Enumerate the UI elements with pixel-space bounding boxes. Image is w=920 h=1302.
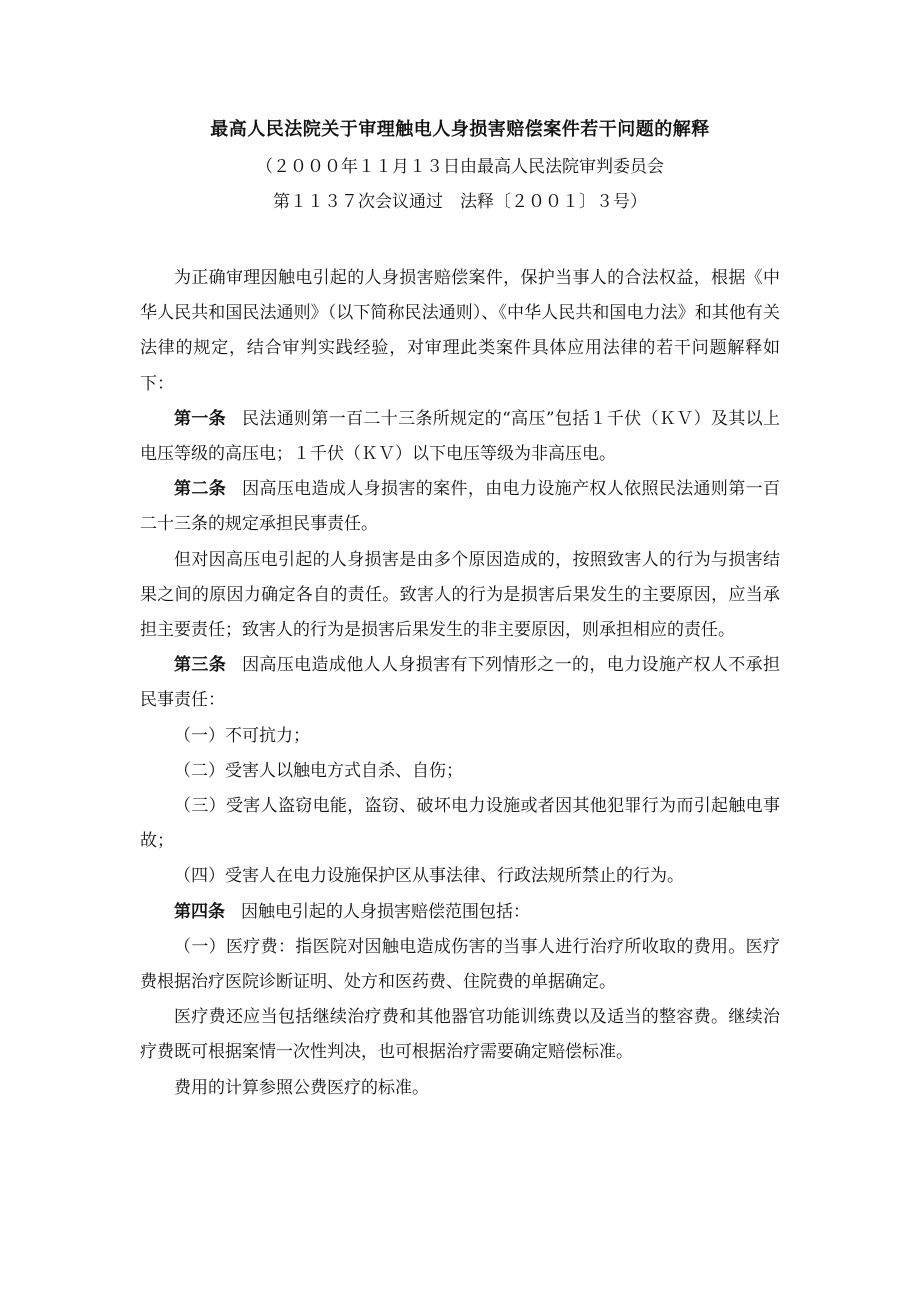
document-subtitle-line1: （２０００年１１月１３日由最高人民法院审判委员会 [256,157,664,177]
paragraph-item: （一）不可抗力； [174,725,310,746]
paragraph-article-3: 第三条 因高压电造成他人人身损害有下列情形之一的，电力设施产权人不承担民事责任： [140,655,781,711]
paragraph-article-1: 第一条 民法通则第一百二十三条所规定的“高压”包括１千伏（ＫＶ）及其以上电压等级的高压电；１千伏（ＫＶ）以下电压等级为非高压电。 [140,408,780,465]
paragraph-article-4: 第四条 因触电引起的人身损害赔偿范围包括： [174,901,530,922]
paragraph-article-2-cont: 但对因高压电引起的人身损害是由多个原因造成的，按照致害人的行为与损害结果之间的原因力确定各自的责任。致害人的行为是损害后果发生的主要原因，应当承担主要责任；致害人的行为是损害后果发生的非主要原因，则承担相应的责任。 [140,549,780,641]
paragraph-item-cont: 费用的计算参照公费医疗的标准。 [174,1077,429,1098]
paragraph-article-2: 第二条 因高压电造成人身损害的案件，由电力设施产权人依照民法通则第一百二十三条的规定承担民事责任。 [140,479,781,535]
document-title: 最高人民法院关于审理触电人身损害赔偿案件若干问题的解释 [210,119,710,140]
document-body [140,261,780,1106]
paragraph-preamble: 为正确审理因触电引起的人身损害赔偿案件，保护当事人的合法权益，根据《中华人民共和国民法通则》（以下简称民法通则）、《中华人民共和国电力法》和其他有关法律的规定，结合审判实践经验，对审理此类案件具体应用法律的若干问题解释如下： [140,268,780,394]
paragraph-item: （四）受害人在电力设施保护区从事法律、行政法规所禁止的行为。 [174,866,684,887]
article-label: 第四条 [174,901,225,922]
paragraph-item: （一）医疗费：指医院对因触电造成伤害的当事人进行治疗所收取的费用。医疗费根据治疗医院诊断证明、处方和医药费、住院费的单据确定。 [140,936,780,993]
article-label: 第二条 [174,479,227,500]
article-label: 第一条 [174,408,227,429]
article-label: 第三条 [174,655,227,676]
paragraph-item: （三）受害人盗窃电能，盗窃、破坏电力设施或者因其他犯罪行为而引起触电事故； [140,796,780,852]
document-subtitle-line2: 第１１３７次会议通过 法释〔２００１〕３号） [273,192,647,212]
paragraph-item: （二）受害人以触电方式自杀、自伤； [174,760,463,781]
paragraph-item-cont: 医疗费还应当包括继续治疗费和其他器官功能训练费以及适当的整容费。继续治疗费既可根据案情一次性判决，也可根据治疗需要确定赔偿标准。 [140,1007,780,1063]
